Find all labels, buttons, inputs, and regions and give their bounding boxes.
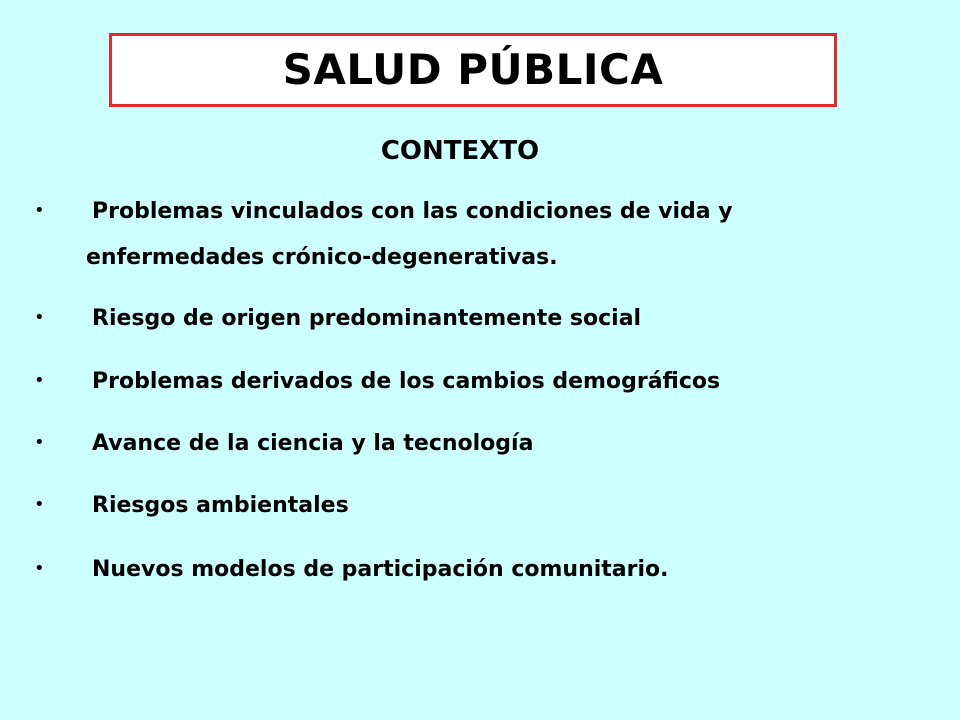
bullet-marker-icon: • — [34, 370, 45, 391]
bullet-text: Problemas derivados de los cambios demográficos — [92, 369, 721, 394]
bullet-marker-icon: • — [34, 558, 45, 579]
bullet-text: Riesgos ambientales — [92, 493, 349, 518]
slide-subtitle: CONTEXTO — [380, 136, 540, 166]
bullet-marker-icon: • — [34, 307, 45, 328]
bullet-marker-icon: • — [34, 432, 45, 453]
bullet-marker-icon: • — [34, 494, 45, 515]
slide-title: SALUD PÚBLICA — [282, 45, 664, 94]
bullet-text: Avance de la ciencia y la tecnología — [92, 431, 534, 456]
bullet-text: Nuevos modelos de participación comunitario. — [92, 557, 669, 582]
bullet-marker-icon: • — [34, 200, 45, 221]
bullet-text: Problemas vinculados con las condiciones de vida y enfermedades crónico-degenerativas. — [86, 199, 733, 270]
bullet-text: Riesgo de origen predominantemente social — [92, 306, 642, 331]
